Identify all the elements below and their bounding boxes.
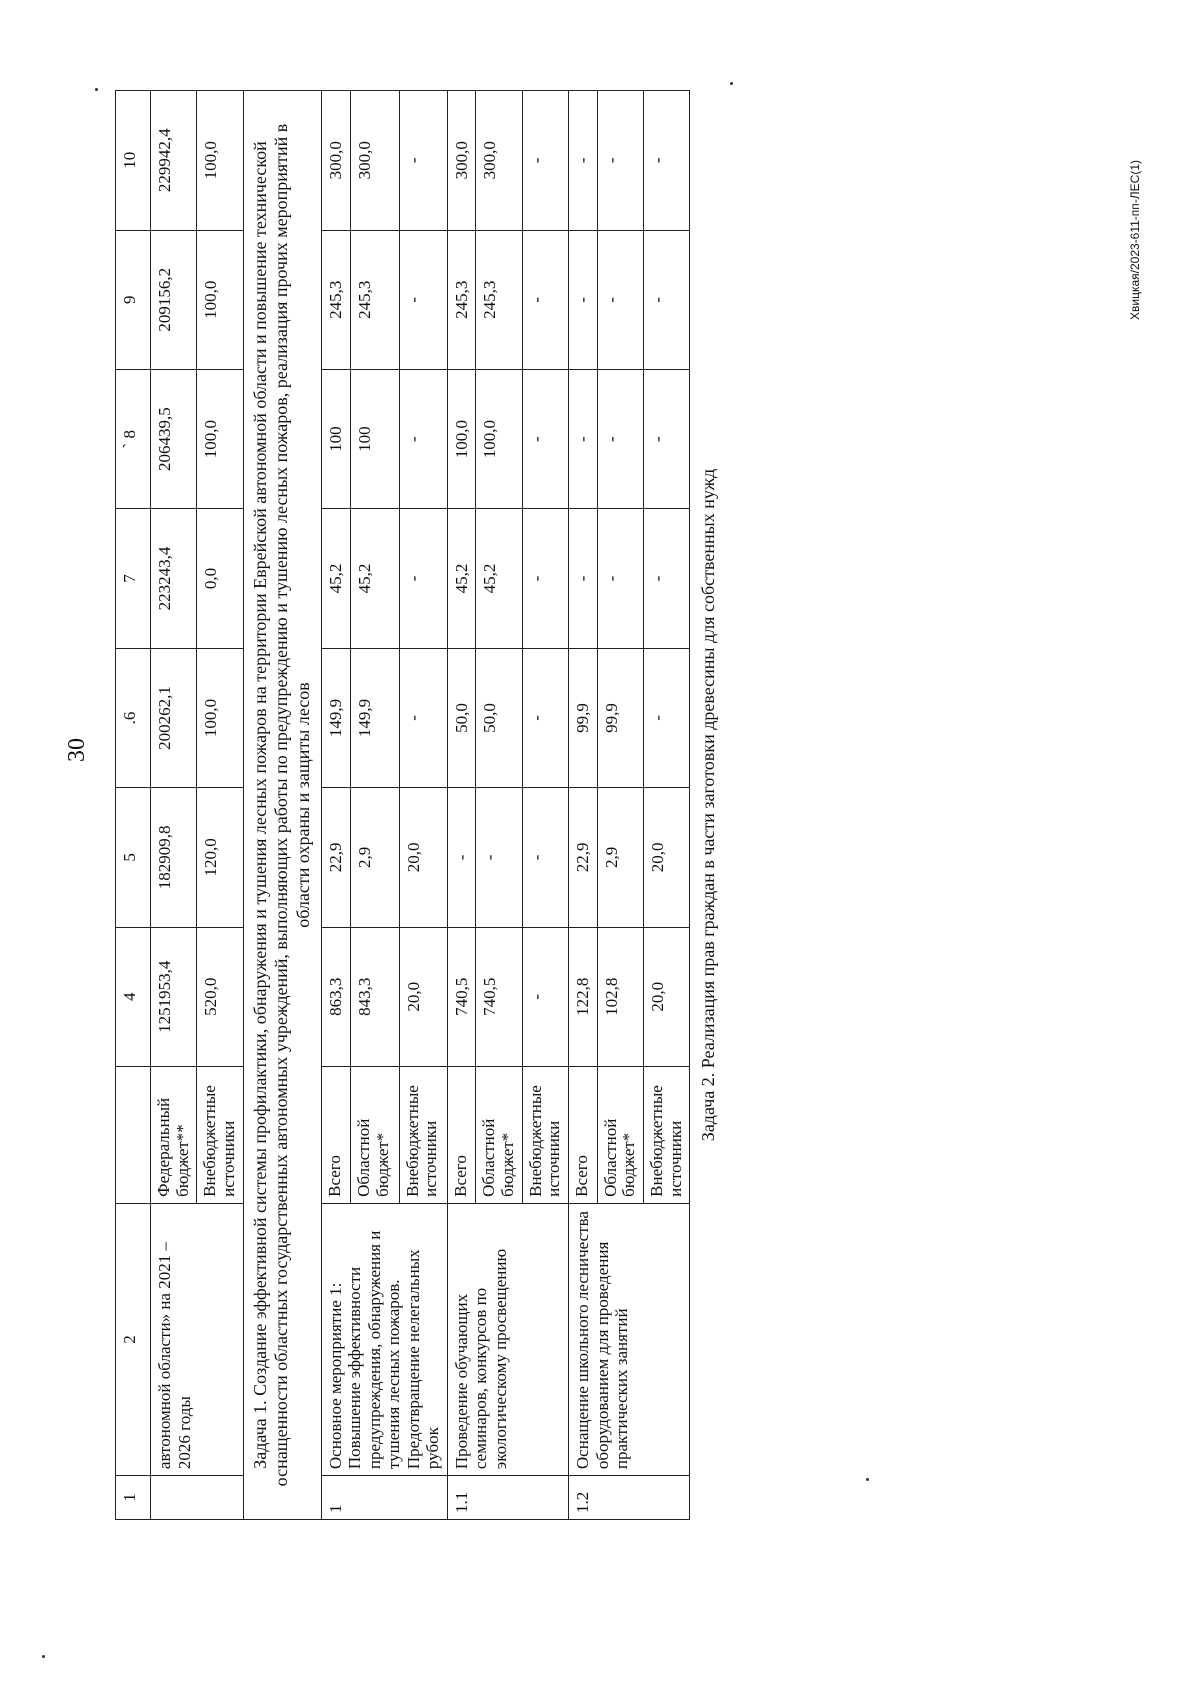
row-number	[151, 1476, 244, 1520]
value-cell: 120,0	[197, 788, 243, 927]
table-row	[569, 91, 598, 1520]
value-cell: -	[399, 369, 447, 508]
value-cell: -	[597, 91, 643, 231]
value-cell: 1251953,4	[151, 927, 197, 1066]
row-number: 1	[321, 1476, 447, 1520]
budget-table	[115, 90, 728, 1520]
task-2-heading: Задача 2. Реализация прав граждан в части заготовки древесины для собственных нужд	[690, 91, 728, 1520]
header-cell: 10	[116, 91, 151, 231]
value-cell: 100,0	[197, 230, 243, 369]
value-cell: 22,9	[321, 788, 351, 927]
value-cell: 100,0	[197, 369, 243, 508]
value-cell: -	[644, 509, 690, 648]
value-cell: 245,3	[476, 230, 522, 369]
value-cell: 863,3	[321, 927, 351, 1066]
value-cell: -	[569, 91, 598, 231]
header-cell: ` 8	[116, 369, 151, 508]
value-cell: -	[597, 509, 643, 648]
header-cell: 7	[116, 509, 151, 648]
value-cell: -	[522, 91, 568, 231]
value-cell: 102,8	[597, 927, 643, 1066]
funding-source: Всего	[447, 1066, 476, 1203]
activity-name: Основное мероприятие 1: Повышение эффективности предупреждения, обнаружения и тушения лесных пожаров. Предотвращение нелегальных рубок	[321, 1203, 447, 1475]
value-cell: 843,3	[351, 927, 399, 1066]
value-cell: -	[644, 91, 690, 231]
value-cell: 300,0	[476, 91, 522, 231]
value-cell: 229942,4	[151, 91, 197, 231]
funding-source: Областной бюджет*	[476, 1066, 522, 1203]
header-cell: .6	[116, 648, 151, 787]
funding-source: Внебюджетные источники	[197, 1066, 243, 1203]
scan-speck	[42, 1655, 45, 1658]
value-cell: -	[644, 648, 690, 787]
scan-speck	[730, 82, 733, 85]
header-cell: 4	[116, 927, 151, 1066]
scan-speck	[95, 88, 98, 91]
value-cell: 45,2	[447, 509, 476, 648]
rotated-table-page	[115, 90, 1085, 1520]
value-cell: 20,0	[399, 788, 447, 927]
value-cell: -	[476, 788, 522, 927]
value-cell: 223243,4	[151, 509, 197, 648]
value-cell: -	[399, 230, 447, 369]
funding-source: Внебюджетные источники	[399, 1066, 447, 1203]
row-number: 1.1	[447, 1476, 568, 1520]
funding-source: Областной бюджет*	[351, 1066, 399, 1203]
value-cell: -	[447, 788, 476, 927]
value-cell: -	[597, 230, 643, 369]
activity-name: Проведение обучающих семинаров, конкурсов по экологическому просвещению	[447, 1203, 568, 1475]
value-cell: 122,8	[569, 927, 598, 1066]
value-cell: 206439,5	[151, 369, 197, 508]
value-cell: 740,5	[447, 927, 476, 1066]
value-cell: 45,2	[321, 509, 351, 648]
task-1-heading: Задача 1. Создание эффективной системы профилактики, обнаружения и тушения лесных пожаров на территории Еврейской автономной области и повышение технической оснащенности областных государственных автономных учреждений, выполняющих работы по предупреждению и тушению лесных пожаров, реализация прочих мероприятий в области охраны и защиты лесов	[243, 91, 321, 1520]
value-cell: 200262,1	[151, 648, 197, 787]
header-cell	[116, 1066, 151, 1203]
value-cell: 22,9	[569, 788, 598, 927]
value-cell: 149,9	[351, 648, 399, 787]
column-number-row	[116, 91, 151, 1520]
value-cell: -	[399, 509, 447, 648]
activity-name: Оснащение школьного лесничества оборудованием для проведения практических занятий	[569, 1203, 690, 1475]
funding-source: Всего	[569, 1066, 598, 1203]
value-cell: -	[399, 648, 447, 787]
value-cell: 50,0	[476, 648, 522, 787]
value-cell: 50,0	[447, 648, 476, 787]
funding-source: Всего	[321, 1066, 351, 1203]
value-cell: -	[399, 91, 447, 231]
value-cell: -	[644, 230, 690, 369]
value-cell: 245,3	[351, 230, 399, 369]
value-cell: 300,0	[447, 91, 476, 231]
funding-source: Федеральный бюджет**	[151, 1066, 197, 1203]
value-cell: -	[597, 369, 643, 508]
value-cell: 209156,2	[151, 230, 197, 369]
value-cell: 100	[321, 369, 351, 508]
document-code: Хвицкая/2023-611-пп-ЛЕС(1)	[1128, 160, 1142, 320]
row-number: 1.2	[569, 1476, 690, 1520]
funding-source: Внебюджетные источники	[644, 1066, 690, 1203]
value-cell: 100,0	[447, 369, 476, 508]
activity-name: автономной области» на 2021 – 2026 годы	[151, 1203, 244, 1475]
value-cell: 99,9	[569, 648, 598, 787]
value-cell: 100,0	[197, 648, 243, 787]
value-cell: 245,3	[447, 230, 476, 369]
value-cell: 99,9	[597, 648, 643, 787]
value-cell: -	[522, 509, 568, 648]
value-cell: 740,5	[476, 927, 522, 1066]
value-cell: -	[522, 648, 568, 787]
value-cell: 45,2	[476, 509, 522, 648]
value-cell: -	[522, 927, 568, 1066]
value-cell: 2,9	[351, 788, 399, 927]
value-cell: 2,9	[597, 788, 643, 927]
value-cell: 100	[351, 369, 399, 508]
value-cell: 100,0	[197, 91, 243, 231]
value-cell: -	[644, 369, 690, 508]
value-cell: 520,0	[197, 927, 243, 1066]
value-cell: 20,0	[399, 927, 447, 1066]
value-cell: 100,0	[476, 369, 522, 508]
value-cell: 245,3	[321, 230, 351, 369]
value-cell: -	[569, 369, 598, 508]
value-cell: 149,9	[321, 648, 351, 787]
value-cell: 20,0	[644, 927, 690, 1066]
header-cell: 1	[116, 1476, 151, 1520]
table-row	[447, 91, 476, 1520]
table-row	[321, 91, 351, 1520]
value-cell: 45,2	[351, 509, 399, 648]
value-cell: -	[522, 788, 568, 927]
value-cell: -	[569, 509, 598, 648]
funding-source: Областной бюджет*	[597, 1066, 643, 1203]
header-cell: 5	[116, 788, 151, 927]
value-cell: 300,0	[351, 91, 399, 231]
table-row	[151, 91, 197, 1520]
header-cell: 9	[116, 230, 151, 369]
funding-source: Внебюджетные источники	[522, 1066, 568, 1203]
task-row	[690, 91, 728, 1520]
value-cell: 20,0	[644, 788, 690, 927]
task-row	[243, 91, 321, 1520]
value-cell: 182909,8	[151, 788, 197, 927]
header-cell: 2	[116, 1203, 151, 1475]
value-cell: -	[569, 230, 598, 369]
value-cell: -	[522, 369, 568, 508]
value-cell: 300,0	[321, 91, 351, 231]
page-number: 30	[64, 738, 90, 762]
value-cell: 0,0	[197, 509, 243, 648]
value-cell: -	[522, 230, 568, 369]
